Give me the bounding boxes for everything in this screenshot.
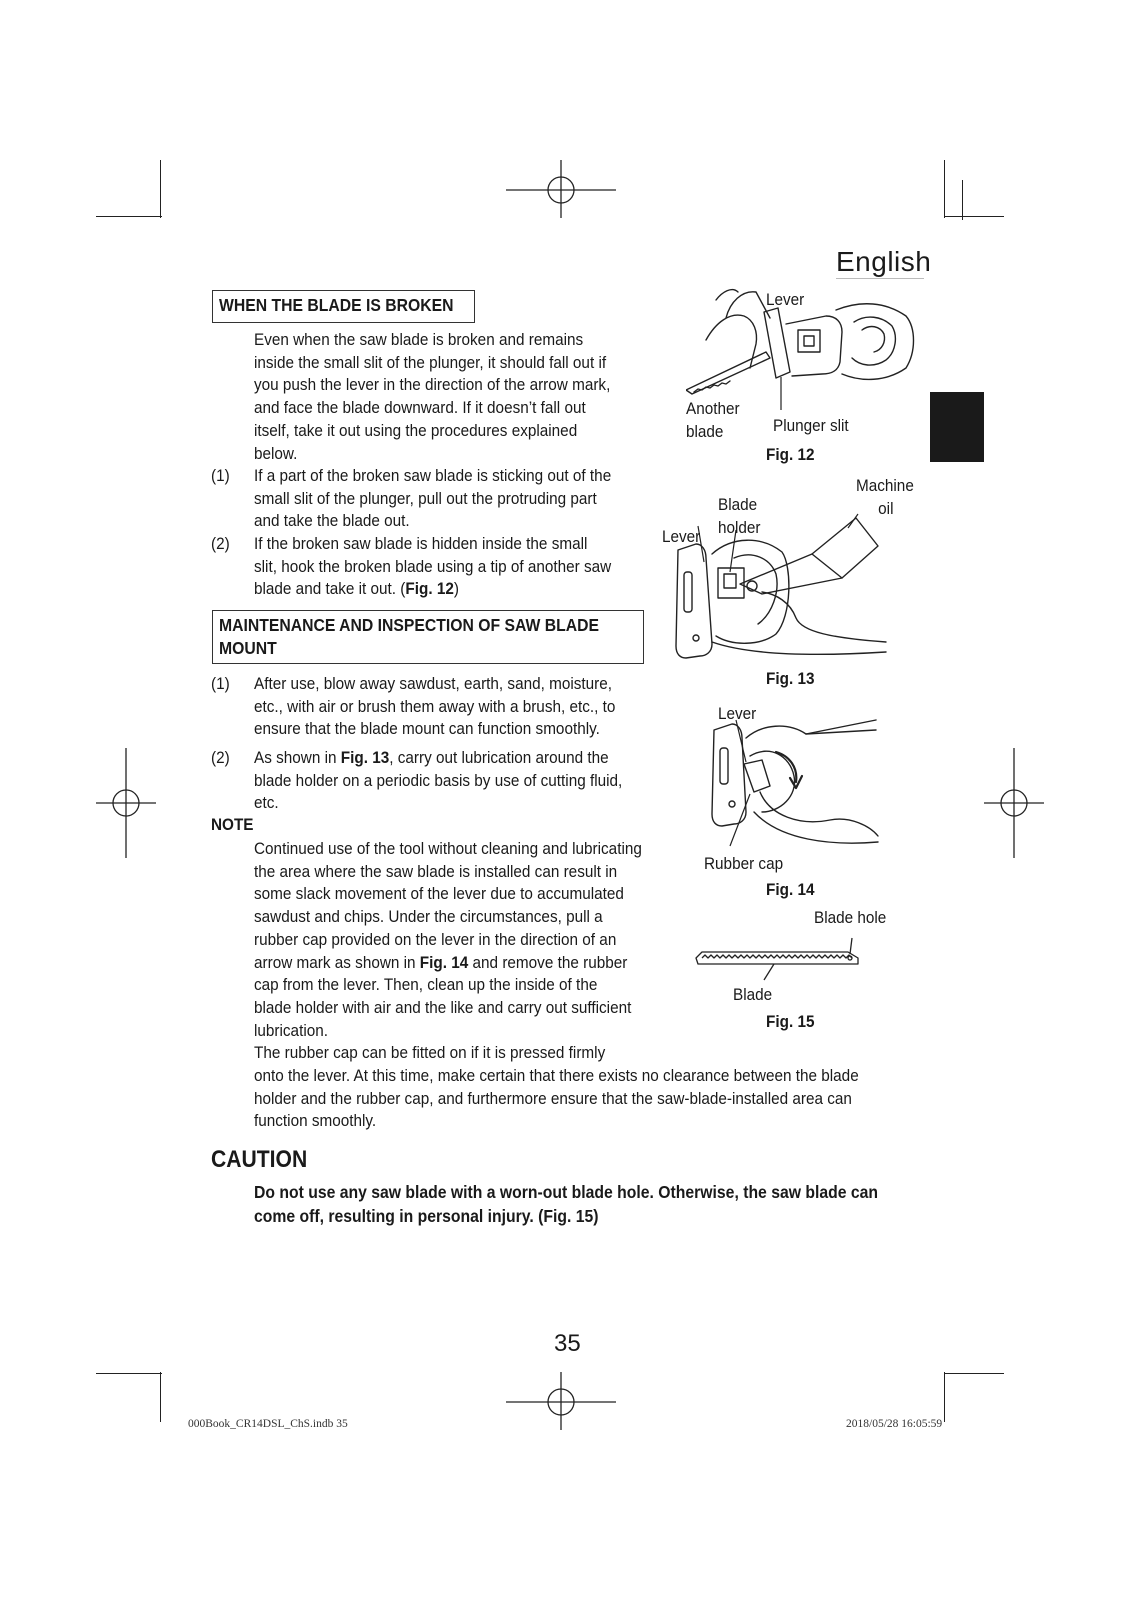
fig12-lever-label: Lever — [766, 290, 805, 309]
list-item: If the broken saw blade is hidden inside the small slit, hook the broken blade using a tip of another saw blade and take it out. (Fig. 12) — [254, 534, 612, 599]
list-item-number: (2) — [211, 748, 230, 767]
fig13-caption: Fig. 13 — [766, 669, 815, 688]
fig13-lever-label: Lever — [662, 527, 701, 546]
language-tab — [930, 392, 984, 462]
fig13-machine-oil-label: Machine oil — [856, 476, 914, 518]
registration-mark-left — [96, 748, 156, 858]
fig14-illustration — [710, 716, 880, 851]
section-maint-heading: MAINTENANCE AND INSPECTION OF SAW BLADE MOUNT — [212, 610, 644, 664]
fig12-caption: Fig. 12 — [766, 445, 815, 464]
fig15-blade-label: Blade — [733, 985, 773, 1004]
registration-mark-top — [506, 160, 616, 220]
list-item: After use, blow away sawdust, earth, sand, moisture, etc., with air or brush them away with a brush, etc., to ensure that the blade mount can function smoothly. — [254, 674, 616, 739]
registration-mark-bottom — [506, 1372, 616, 1430]
note-label: NOTE — [211, 815, 254, 834]
list-item: If a part of the broken saw blade is sticking out of the small slit of the plunger, pull out the protruding part and take the blade out. — [254, 466, 612, 531]
registration-mark-right — [984, 748, 1044, 858]
fig12-another-blade-label: Another blade — [686, 399, 740, 441]
caution-body: Do not use any saw blade with a worn-out blade hole. Otherwise, the saw blade can come off, resulting in personal injury. (Fig. 15) — [254, 1182, 878, 1226]
footer-file-slug: 000Book_CR14DSL_ChS.indb 35 — [188, 1418, 348, 1430]
section-broken-intro: Even when the saw blade is broken and remains inside the small slit of the plunger, it should fall out if you push the lever in the direction of the arrow mark, and face the blade downward. If it doesn’t fall out itself, take it out using the procedures explained below. — [254, 330, 611, 463]
list-item-number: (2) — [211, 534, 230, 553]
section-broken-heading: WHEN THE BLADE IS BROKEN — [212, 290, 475, 323]
language-label: English — [836, 246, 932, 277]
note-body: Continued use of the tool without cleaning and lubricating the area where the saw blade is installed can result in some slack movement of the lever due to accumulated sawdust and chips. Under the circumstances, pull a rubber cap provided on the lever in the direction of an arrow mark as shown in Fig. 14 and remove the rubber cap from the lever. Then, clean up the inside of the blade holder with air and the like and carry out sufficient lubrication. The rubber cap can be fitted on if it is pressed firmly onto the lever. At this time, make certain that there exists no clearance between the blade holder and the rubber cap, and furthermore ensure that the saw-blade-installed area can function smoothly. — [254, 839, 859, 1131]
fig15-illustration — [692, 928, 872, 988]
fig12-plunger-slit-label: Plunger slit — [773, 416, 849, 435]
language-underline — [836, 278, 924, 279]
fig14-rubber-cap-label: Rubber cap — [704, 854, 784, 873]
fig14-lever-label: Lever — [718, 704, 757, 723]
caution-title: CAUTION — [211, 1146, 308, 1173]
list-item: As shown in Fig. 13, carry out lubrication around the blade holder on a periodic basis by use of cutting fluid, etc. — [254, 748, 623, 813]
footer-timestamp: 2018/05/28 16:05:59 — [846, 1418, 943, 1430]
fig13-blade-holder-label: Blade holder — [718, 495, 761, 537]
fig15-blade-hole-label: Blade hole — [814, 908, 887, 927]
fig13-illustration — [672, 506, 888, 666]
list-item-number: (1) — [211, 466, 230, 485]
fig14-caption: Fig. 14 — [766, 880, 815, 899]
list-item-number: (1) — [211, 674, 230, 693]
page-number: 35 — [554, 1330, 581, 1357]
fig15-caption: Fig. 15 — [766, 1012, 815, 1031]
